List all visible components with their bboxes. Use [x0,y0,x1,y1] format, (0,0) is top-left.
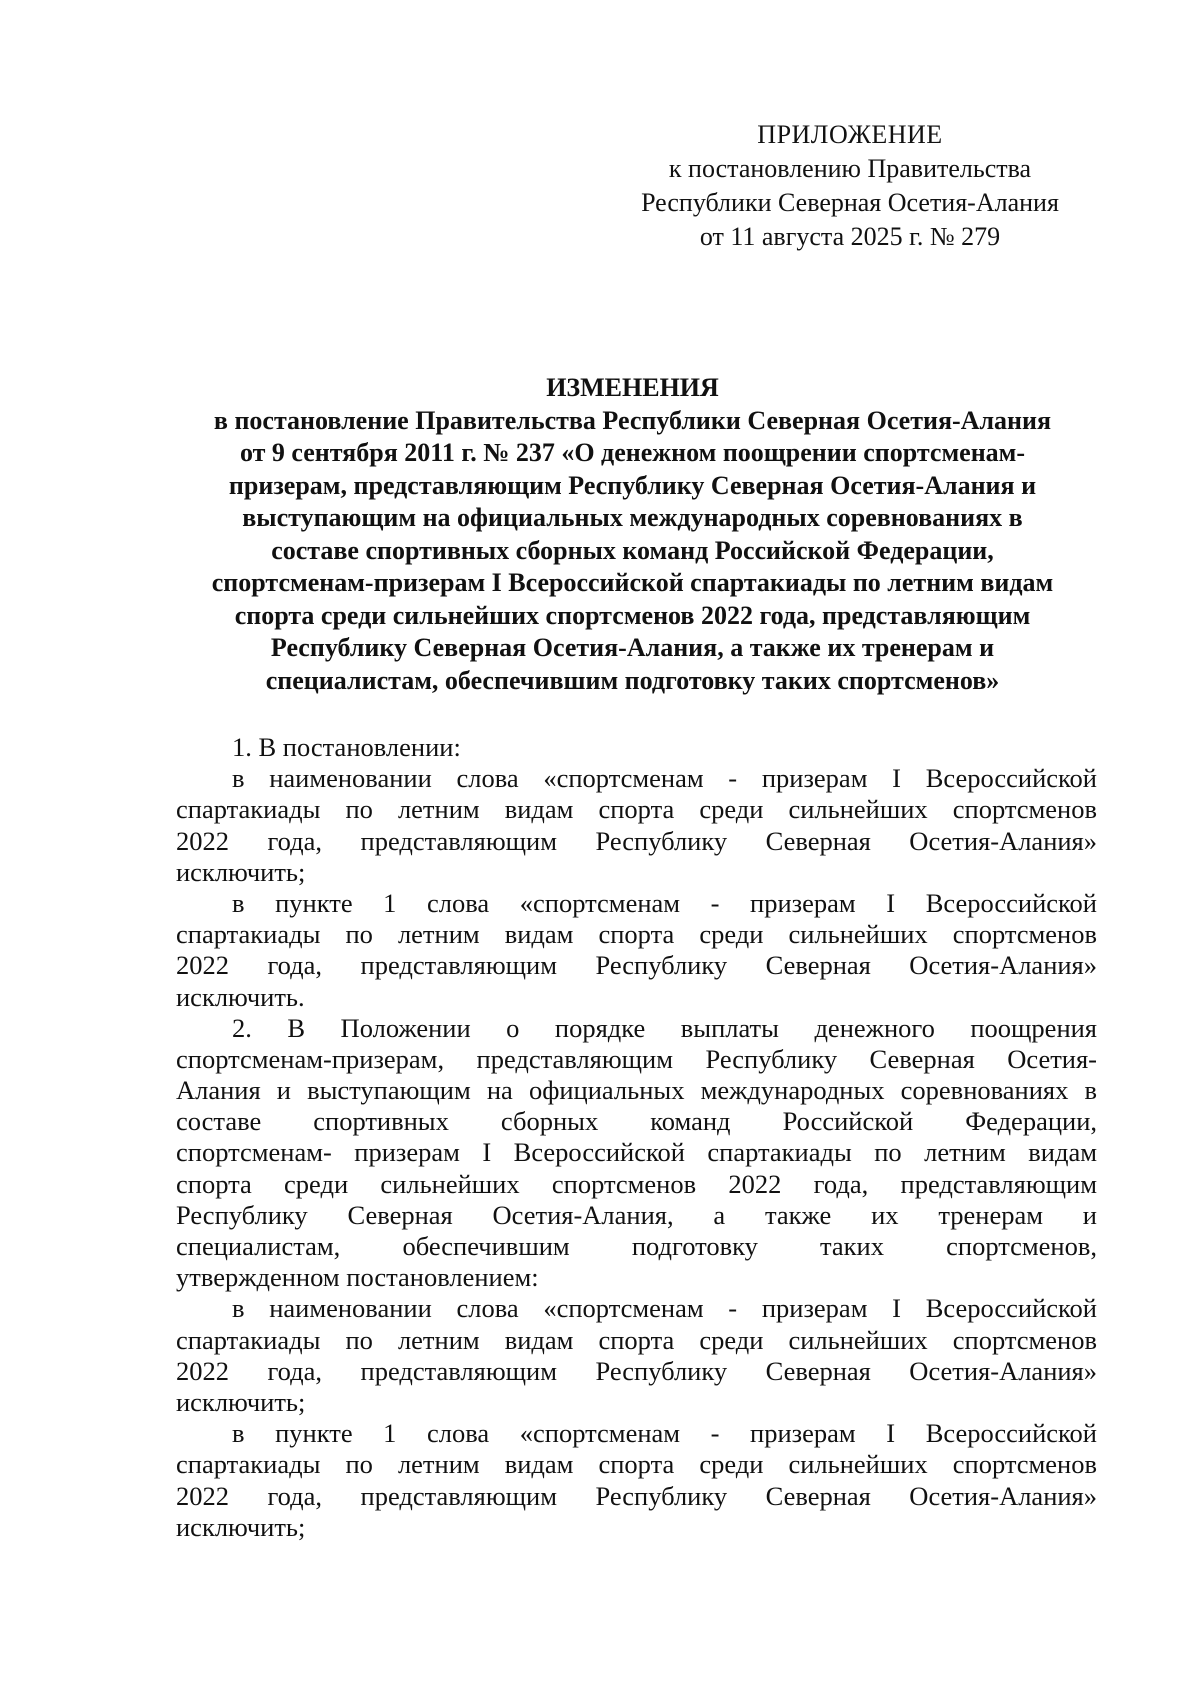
heading-line: составе спортивных сборных команд Российской Федерации, [271,535,994,565]
body-line: спорта среди сильнейших спортсменов 2022 года, представляющим [176,1168,1097,1199]
heading-line: спорта среди сильнейших спортсменов 2022 года, представляющим [234,600,1031,630]
body-line: спортсменам-призерам, представляющим Республику Северная Осетия- [176,1043,1097,1074]
body-line: спортсменам- призерам I Всероссийской спартакиады по летним видам [176,1137,1097,1168]
body-line: 2022 года, представляющим Республику Северная Осетия-Алания» [176,1355,1097,1386]
heading-line: в постановление Правительства Республики Северная Осетия-Алания [213,405,1052,435]
body-line: исключить; [176,856,306,887]
heading-line: спортсменам-призерам I Всероссийской спартакиады по летним видам [211,568,1054,597]
body-line: спартакиады по летним видам спорта среди сильнейших спортсменов [176,794,1097,825]
body-line: Алания и выступающим на официальных международных соревнованиях в [176,1075,1097,1106]
body-line: спартакиады по летним видам спорта среди сильнейших спортсменов [176,1449,1097,1480]
body-line: в наименовании слова «спортсменам - призерам I Всероссийской [232,1293,1097,1324]
appendix-title: ПРИЛОЖЕНИЕ [757,120,943,149]
body-line: в пункте 1 слова «спортсменам - призерам I Всероссийской [232,1418,1097,1449]
body-line: 2022 года, представляющим Республику Северная Осетия-Алания» [176,825,1097,856]
body-line: Республику Северная Осетия-Алания, а также их тренерам и [176,1199,1097,1230]
body-line: в пункте 1 слова «спортсменам - призерам I Всероссийской [232,887,1097,918]
document-body [176,732,1097,1543]
body-line: исключить; [176,1511,306,1542]
appendix-block [590,118,1110,254]
body-line: исключить. [176,981,305,1012]
body-line: в наименовании слова «спортсменам - призерам I Всероссийской [232,763,1097,794]
heading-line: выступающим на официальных международных соревнованиях в [242,503,1023,532]
body-line: спартакиады по летним видам спорта среди сильнейших спортсменов [176,1324,1097,1355]
heading-title: ИЗМЕНЕНИЯ [546,373,719,402]
heading-line: специалистам, обеспечившим подготовку таких спортсменов» [265,665,1000,695]
body-line: составе спортивных сборных команд Российской Федерации, [176,1106,1097,1137]
body-line: спартакиады по летним видам спорта среди сильнейших спортсменов [176,919,1097,950]
document-heading [160,372,1105,697]
heading-line: призерам, представляющим Республику Северная Осетия-Алания и [228,470,1037,500]
body-line: 2. В Положении о порядке выплаты денежного поощрения [232,1012,1097,1043]
body-line: 2022 года, представляющим Республику Северная Осетия-Алания» [176,1480,1097,1511]
appendix-line-2: Республики Северная Осетия-Алания [641,188,1059,217]
body-line: специалистам, обеспечившим подготовку таких спортсменов, [176,1231,1097,1261]
appendix-line-1: к постановлению Правительства [668,154,1032,183]
body-line: 2022 года, представляющим Республику Северная Осетия-Алания» [176,950,1097,981]
body-line: утвержденном постановлением: [176,1262,539,1293]
body-line: исключить; [176,1386,306,1417]
appendix-line-3: от 11 августа 2025 г. № 279 [699,222,1001,251]
heading-line: Республику Северная Осетия-Алания, а также их тренерам и [270,633,995,662]
body-line: 1. В постановлении: [232,732,461,762]
heading-line: от 9 сентября 2011 г. № 237 «О денежном поощрении спортсменам- [239,438,1026,467]
